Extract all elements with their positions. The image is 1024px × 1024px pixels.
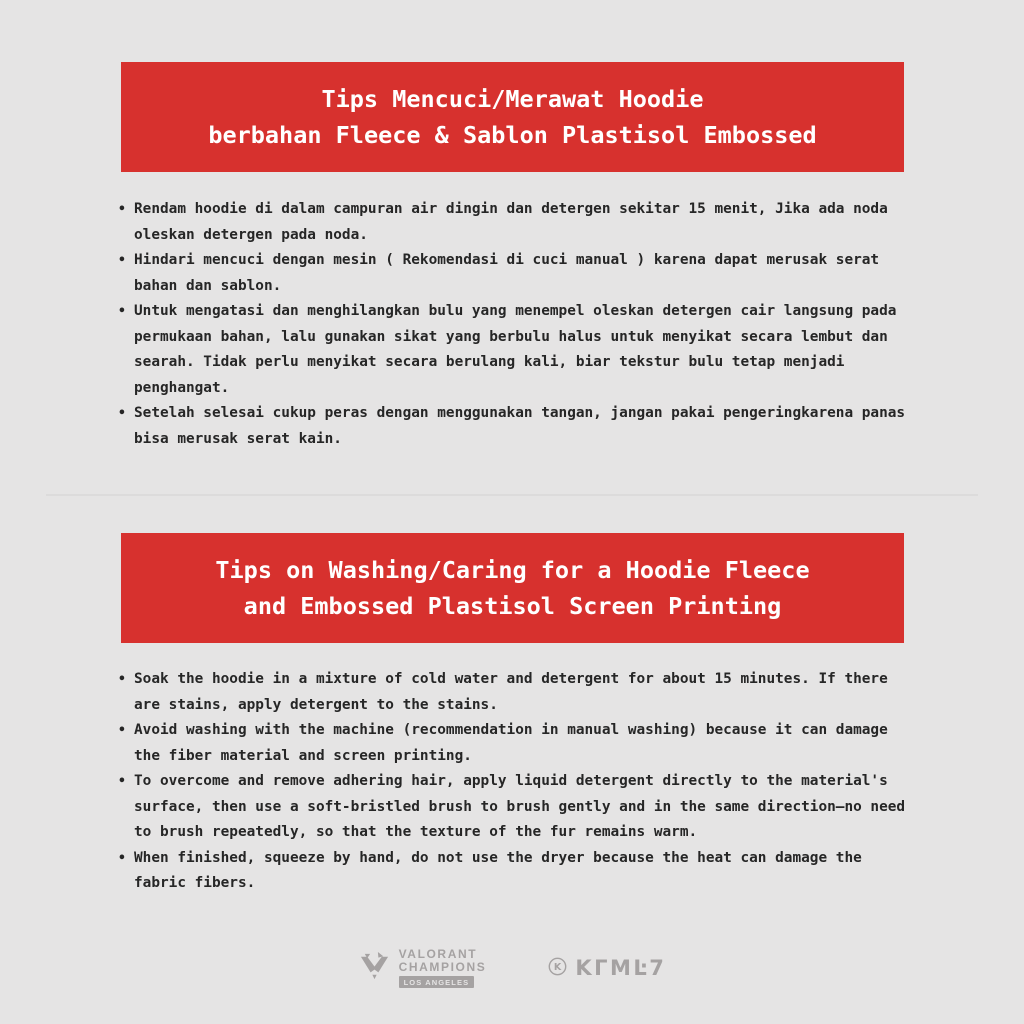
indonesian-tip-item	[116, 299, 908, 401]
english-title-line2: and Embossed Plastisol Screen Printing	[243, 592, 782, 620]
valorant-wordmark-line1: VALORANT	[398, 947, 478, 961]
valorant-champions-wordmark	[399, 948, 487, 988]
tip-text: Hindari mencuci dengan mesin ( Rekomendasi di cuci manual ) karena dapat merusak serat bahan dan sablon.	[134, 252, 880, 294]
tip-text: Avoid washing with the machine (recommendation in manual washing) because it can damage the fiber material and screen printing.	[134, 722, 888, 764]
english-tip-item	[116, 718, 908, 769]
valorant-champions-logo	[358, 948, 487, 988]
indonesian-tip-item	[116, 248, 908, 299]
tip-text: Soak the hoodie in a mixture of cold water and detergent for about 15 minutes. If there are stains, apply detergent to the stains.	[134, 671, 888, 713]
indonesian-tip-item	[116, 197, 908, 248]
tip-text: Untuk mengatasi dan menghilangkan bulu yang menempel oleskan detergen cair langsung pada permukaan bahan, lalu gunakan sikat yang berbulu halus untuk menyikat secara lembut dan searah. Tidak perlu menyikat secara berulang kali, biar tekstur bulu tetap menjadi penghangat.	[134, 303, 897, 396]
footer-logos	[0, 938, 1024, 998]
indonesian-section-banner	[121, 62, 904, 172]
tip-text: Setelah selesai cukup peras dengan menggunakan tangan, jangan pakai pengeringkarena panas bisa merusak serat kain.	[134, 405, 906, 447]
indonesian-title-line2: berbahan Fleece & Sablon Plastisol Embossed	[208, 121, 817, 149]
tip-text: When finished, squeeze by hand, do not use the dryer because the heat can damage the fabric fibers.	[134, 849, 862, 891]
tip-text: Rendam hoodie di dalam campuran air dingin dan detergen sekitar 15 menit, Jika ada noda oleskan detergen pada noda.	[134, 201, 888, 243]
english-tip-item	[116, 769, 908, 846]
english-tips-list	[116, 667, 908, 897]
indonesian-tip-item	[116, 401, 908, 452]
indonesian-title-line1: Tips Mencuci/Merawat Hoodie	[321, 85, 704, 113]
indonesian-tips-list	[116, 197, 908, 452]
los-angeles-badge: LOS ANGELES	[399, 976, 475, 988]
valorant-logo-icon	[358, 950, 391, 987]
section-divider	[46, 494, 978, 496]
krml7-monogram-icon	[548, 957, 567, 980]
krml7-wordmark: KΓMĿ7	[575, 956, 667, 980]
valorant-wordmark-line2: CHAMPIONS	[398, 959, 487, 974]
english-section-banner	[121, 533, 904, 643]
tip-text: To overcome and remove adhering hair, apply liquid detergent directly to the material's surface, then use a soft-bristled brush to brush gently and in the same direction—no need to brush repeatedly, so that the texture of the fur remains warm.	[134, 773, 906, 840]
svg-text:K: K	[554, 961, 562, 973]
krml7-brand-logo	[548, 956, 666, 980]
english-tip-item	[116, 846, 908, 897]
english-title-line1: Tips on Washing/Caring for a Hoodie Fleece	[215, 556, 810, 584]
english-tip-item	[116, 667, 908, 718]
